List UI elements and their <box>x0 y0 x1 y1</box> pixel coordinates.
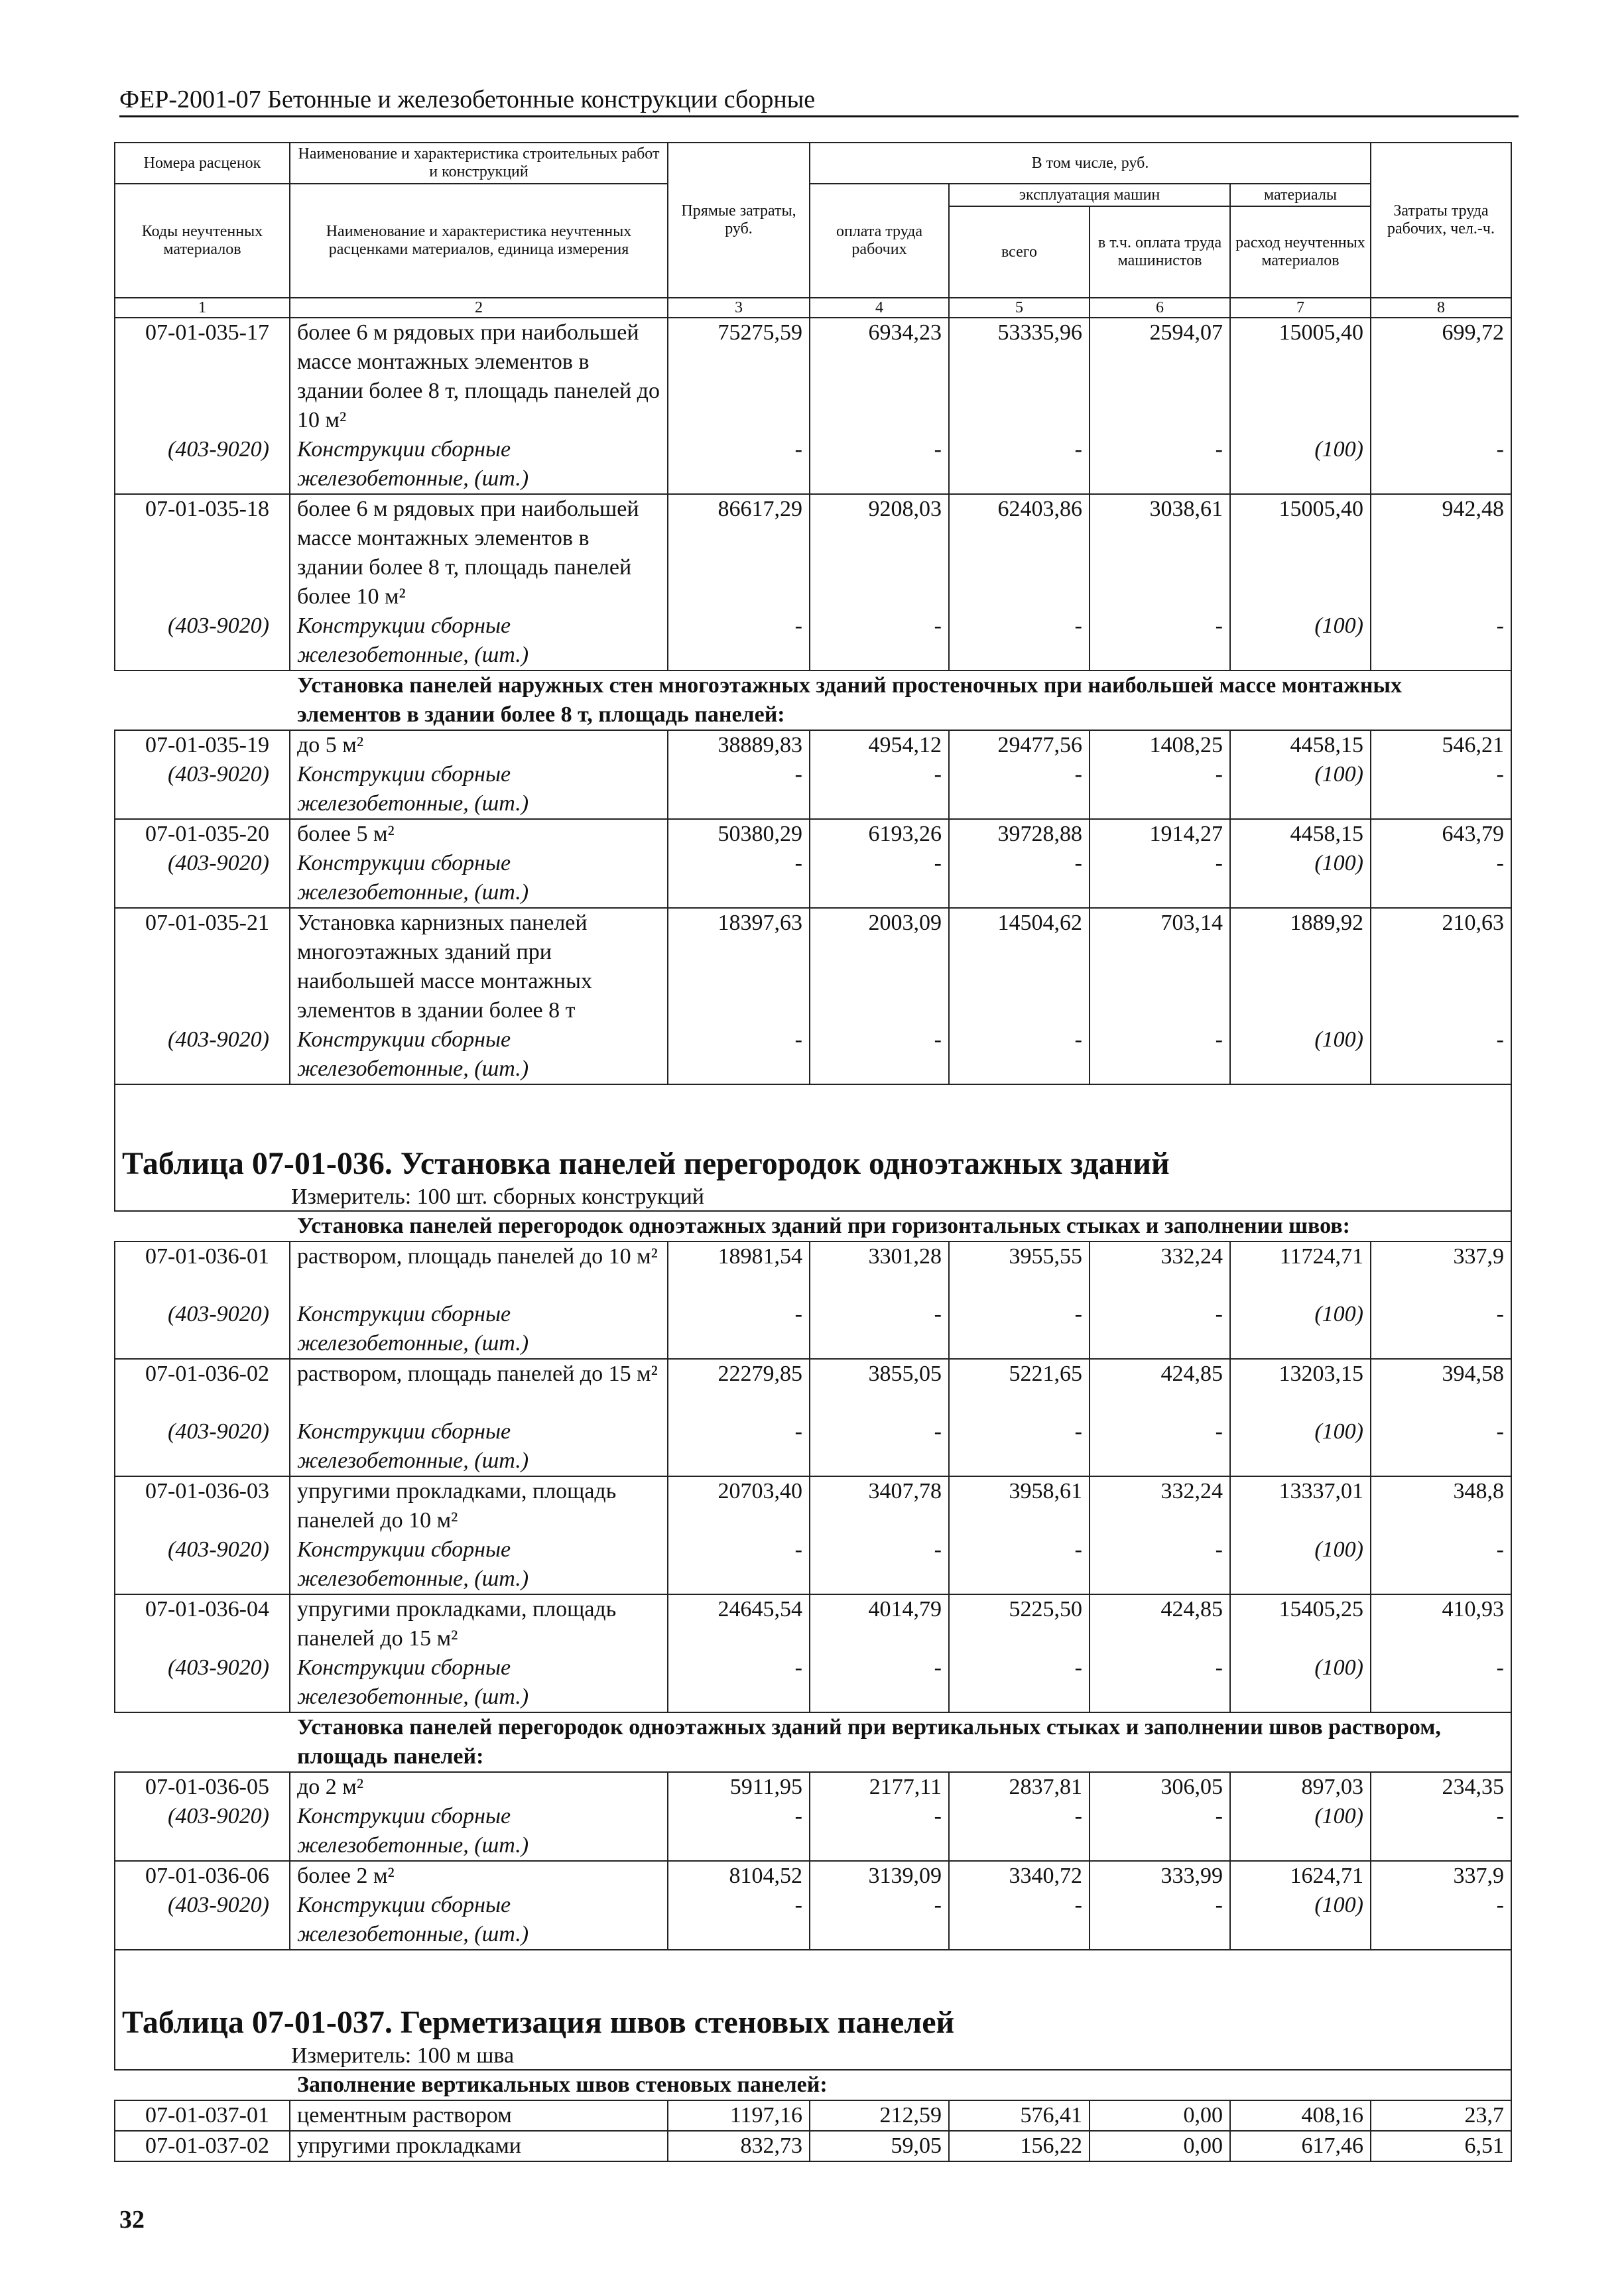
value-cell <box>1230 730 1371 819</box>
header-col2-bottom: Наименование и характеристика неучтенных расценками материалов, единица измерения <box>290 184 668 298</box>
material-value: - <box>1090 435 1230 494</box>
section-row <box>115 1211 1511 1242</box>
material-value: - <box>1371 611 1511 670</box>
price-table <box>114 142 1512 2180</box>
rate-code-main: 07-01-036-05 <box>145 1775 269 1799</box>
rate-code: 07-01-036-03 <box>115 1476 290 1535</box>
material-code: (403-9020) <box>115 611 290 670</box>
value-cell-material: - <box>1215 1804 1223 1828</box>
material-name: Конструкции сборные железобетонные, (шт.) <box>290 435 668 494</box>
work-description <box>290 1772 668 1861</box>
table-row-compact <box>115 1772 1511 1861</box>
rate-code <box>115 1861 290 1950</box>
value-cell: 2594,07 <box>1090 318 1230 435</box>
material-value: (100) <box>1230 611 1371 670</box>
value-cell-material: - <box>934 762 942 787</box>
header-row-1 <box>115 143 1511 184</box>
value-cell: 59,05 <box>810 2131 949 2161</box>
value-cell-material: (100) <box>1314 1893 1363 1917</box>
work-description-main: более 5 м² <box>297 822 395 846</box>
header-col1-bottom: Коды неучтенных материалов <box>115 184 290 298</box>
rate-code: 07-01-036-01 <box>115 1242 290 1300</box>
material-row <box>115 611 1511 670</box>
column-number: 3 <box>668 298 810 318</box>
section-heading: Заполнение вертикальных швов стеновых панелей: <box>290 2070 1511 2100</box>
value-cell <box>1230 1861 1371 1950</box>
material-code: (403-9020) <box>115 435 290 494</box>
value-cell-material: (100) <box>1314 1804 1363 1828</box>
material-code: (403-9020) <box>115 1300 290 1359</box>
column-number: 4 <box>810 298 949 318</box>
value-cell-main: 1914,27 <box>1149 822 1223 846</box>
value-cell-material: (100) <box>1314 762 1363 787</box>
rate-code-material: (403-9020) <box>168 1804 269 1828</box>
spacer-row <box>115 2161 1511 2180</box>
material-row <box>115 1535 1511 1594</box>
value-cell: 62403,86 <box>949 494 1090 611</box>
value-cell: 703,14 <box>1090 908 1230 1025</box>
table-row <box>115 1242 1511 1300</box>
section-heading: Установка панелей перегородок одноэтажных зданий при вертикальных стыках и заполнении швов раствором, площадь панелей: <box>290 1712 1511 1772</box>
section-heading: Установка панелей наружных стен многоэтажных зданий простеночных при наибольшей массе монтажных элементов в здании более 8 т, площадь панелей: <box>290 670 1511 730</box>
table-row-simple <box>115 2100 1511 2131</box>
table-row-compact <box>115 730 1511 819</box>
value-cell: 0,00 <box>1090 2131 1230 2161</box>
material-value: (100) <box>1230 1535 1371 1594</box>
value-cell <box>668 1861 810 1950</box>
value-cell <box>810 730 949 819</box>
material-value: - <box>949 1653 1090 1712</box>
value-cell-material: - <box>794 762 802 787</box>
material-row <box>115 1025 1511 1084</box>
value-cell: 15005,40 <box>1230 494 1371 611</box>
value-cell-material: - <box>1215 762 1223 787</box>
material-code: (403-9020) <box>115 1653 290 1712</box>
material-value: - <box>810 1025 949 1084</box>
value-cell-main: 1408,25 <box>1149 733 1223 757</box>
material-value: - <box>668 1300 810 1359</box>
material-value: - <box>668 1535 810 1594</box>
work-description-main: до 2 м² <box>297 1775 364 1799</box>
work-description <box>290 730 668 819</box>
value-cell: 332,24 <box>1090 1242 1230 1300</box>
value-cell-material: - <box>794 1804 802 1828</box>
value-cell: 23,7 <box>1371 2100 1511 2131</box>
table-row <box>115 494 1511 611</box>
value-cell-main: 234,35 <box>1442 1775 1504 1799</box>
rate-code: 07-01-037-02 <box>115 2131 290 2161</box>
rate-code <box>115 819 290 908</box>
material-name: Конструкции сборные железобетонные, (шт.) <box>290 611 668 670</box>
value-cell-material: - <box>794 1893 802 1917</box>
material-name: Конструкции сборные железобетонные, (шт.) <box>290 1025 668 1084</box>
table-row <box>115 1359 1511 1417</box>
work-description: более 6 м рядовых при наибольшей массе монтажных элементов в здании более 8 т, площадь панелей до 10 м² <box>290 318 668 435</box>
value-cell: 3958,61 <box>949 1476 1090 1535</box>
value-cell-main: 897,03 <box>1301 1775 1363 1799</box>
value-cell-main: 4954,12 <box>868 733 942 757</box>
section-row <box>115 670 1511 730</box>
work-description <box>290 1861 668 1950</box>
value-cell: 6,51 <box>1371 2131 1511 2161</box>
table-title: Таблица 07-01-036. Установка панелей перегородок одноэтажных зданий <box>115 1137 1511 1184</box>
column-number: 8 <box>1371 298 1511 318</box>
rate-code: 07-01-036-04 <box>115 1594 290 1653</box>
value-cell: 408,16 <box>1230 2100 1371 2131</box>
header-materials: материалы <box>1230 184 1371 206</box>
material-row <box>115 1653 1511 1712</box>
value-cell-material: - <box>1074 762 1082 787</box>
value-cell <box>949 730 1090 819</box>
value-cell: 156,22 <box>949 2131 1090 2161</box>
value-cell: 212,59 <box>810 2100 949 2131</box>
value-cell: 6934,23 <box>810 318 949 435</box>
value-cell-main: 8104,52 <box>729 1864 802 1888</box>
table-row <box>115 318 1511 435</box>
table-row <box>115 1476 1511 1535</box>
material-value: (100) <box>1230 1025 1371 1084</box>
work-description-main: до 5 м² <box>297 733 364 757</box>
value-cell: 75275,59 <box>668 318 810 435</box>
value-cell-main: 4458,15 <box>1290 822 1363 846</box>
material-row <box>115 435 1511 494</box>
value-cell <box>1230 819 1371 908</box>
value-cell <box>668 819 810 908</box>
material-value: - <box>1090 1535 1230 1594</box>
material-value: - <box>668 611 810 670</box>
header-col2-top: Наименование и характеристика строительных работ и конструкций <box>290 143 668 184</box>
material-value: - <box>1090 1417 1230 1476</box>
value-cell: 86617,29 <box>668 494 810 611</box>
table-row <box>115 1594 1511 1653</box>
header-group: В том числе, руб. <box>810 143 1371 184</box>
material-value: - <box>810 1417 949 1476</box>
value-cell: 337,9 <box>1371 1242 1511 1300</box>
value-cell-material: - <box>1496 851 1504 875</box>
value-cell <box>668 1772 810 1861</box>
value-cell: 13203,15 <box>1230 1359 1371 1417</box>
table-title-row <box>115 1137 1511 1184</box>
work-description: цементным раствором <box>290 2100 668 2131</box>
material-name: Конструкции сборные железобетонные, (шт.) <box>290 1535 668 1594</box>
work-description: раствором, площадь панелей до 10 м² <box>290 1242 668 1300</box>
table-row-simple <box>115 2131 1511 2161</box>
value-cell: 18397,63 <box>668 908 810 1025</box>
value-cell-material: - <box>934 851 942 875</box>
work-description: раствором, площадь панелей до 15 м² <box>290 1359 668 1417</box>
rate-code-material: (403-9020) <box>168 1893 269 1917</box>
value-cell: 942,48 <box>1371 494 1511 611</box>
section-row <box>115 2070 1511 2100</box>
value-cell <box>1090 819 1230 908</box>
material-value: - <box>949 435 1090 494</box>
work-description <box>290 819 668 908</box>
value-cell: 1889,92 <box>1230 908 1371 1025</box>
rate-code <box>115 1772 290 1861</box>
work-description-material: Конструкции сборные железобетонные, (шт.) <box>297 762 529 816</box>
column-number-row <box>115 298 1511 318</box>
column-number: 6 <box>1090 298 1230 318</box>
material-value: - <box>810 435 949 494</box>
rate-code: 07-01-035-21 <box>115 908 290 1025</box>
value-cell: 22279,85 <box>668 1359 810 1417</box>
column-number: 5 <box>949 298 1090 318</box>
value-cell: 617,46 <box>1230 2131 1371 2161</box>
value-cell <box>810 1772 949 1861</box>
meter-row <box>115 1184 1511 1211</box>
work-description-material: Конструкции сборные железобетонные, (шт.) <box>297 1804 529 1858</box>
value-cell: 424,85 <box>1090 1594 1230 1653</box>
material-value: - <box>1090 1025 1230 1084</box>
value-cell: 13337,01 <box>1230 1476 1371 1535</box>
column-number: 7 <box>1230 298 1371 318</box>
material-value: - <box>668 1653 810 1712</box>
spacer-row <box>115 1084 1511 1137</box>
material-value: - <box>1090 1300 1230 1359</box>
value-cell-main: 6193,26 <box>868 822 942 846</box>
value-cell-main: 2837,81 <box>1009 1775 1082 1799</box>
material-name: Конструкции сборные железобетонные, (шт.) <box>290 1417 668 1476</box>
table-row-compact <box>115 819 1511 908</box>
work-description: более 6 м рядовых при наибольшей массе монтажных элементов в здании более 8 т, площадь панелей более 10 м² <box>290 494 668 611</box>
value-cell <box>668 730 810 819</box>
table-title: Таблица 07-01-037. Герметизация швов стеновых панелей <box>115 1996 1511 2043</box>
meter-text: Измеритель: 100 м шва <box>115 2043 1511 2070</box>
value-cell: 3855,05 <box>810 1359 949 1417</box>
value-cell: 15005,40 <box>1230 318 1371 435</box>
value-cell <box>949 1772 1090 1861</box>
work-description-material: Конструкции сборные железобетонные, (шт.) <box>297 1893 529 1946</box>
value-cell-main: 39728,88 <box>997 822 1082 846</box>
value-cell: 11724,71 <box>1230 1242 1371 1300</box>
value-cell: 410,93 <box>1371 1594 1511 1653</box>
value-cell-material: - <box>1074 1804 1082 1828</box>
value-cell-main: 1624,71 <box>1290 1864 1363 1888</box>
rate-code: 07-01-035-18 <box>115 494 290 611</box>
value-cell: 3955,55 <box>949 1242 1090 1300</box>
value-cell: 3301,28 <box>810 1242 949 1300</box>
header-machines: эксплуатация машин <box>949 184 1230 206</box>
material-name: Конструкции сборные железобетонные, (шт.) <box>290 1653 668 1712</box>
material-value: - <box>1371 1535 1511 1594</box>
value-cell-main: 546,21 <box>1442 733 1504 757</box>
value-cell: 14504,62 <box>949 908 1090 1025</box>
rate-code: 07-01-035-17 <box>115 318 290 435</box>
value-cell <box>1371 730 1511 819</box>
value-cell: 18981,54 <box>668 1242 810 1300</box>
material-value: - <box>1371 1653 1511 1712</box>
table-row-compact <box>115 1861 1511 1950</box>
material-value: (100) <box>1230 1653 1371 1712</box>
value-cell <box>949 819 1090 908</box>
material-value: - <box>810 1535 949 1594</box>
value-cell <box>1371 1772 1511 1861</box>
value-cell: 832,73 <box>668 2131 810 2161</box>
material-value: - <box>949 1300 1090 1359</box>
header-col3: Прямые затраты, руб. <box>668 143 810 298</box>
material-code: (403-9020) <box>115 1535 290 1594</box>
section-heading: Установка панелей перегородок одноэтажных зданий при горизонтальных стыках и заполнении швов: <box>290 1211 1511 1242</box>
rate-code-main: 07-01-035-20 <box>145 822 269 846</box>
table-row <box>115 908 1511 1025</box>
header-col4: оплата труда рабочих <box>810 184 949 298</box>
meter-text: Измеритель: 100 шт. сборных конструкций <box>115 1184 1511 1211</box>
value-cell-material: - <box>1496 1804 1504 1828</box>
material-name: Конструкции сборные железобетонные, (шт.) <box>290 1300 668 1359</box>
value-cell: 9208,03 <box>810 494 949 611</box>
value-cell: 699,72 <box>1371 318 1511 435</box>
material-row <box>115 1417 1511 1476</box>
value-cell: 394,58 <box>1371 1359 1511 1417</box>
value-cell: 20703,40 <box>668 1476 810 1535</box>
value-cell: 2003,09 <box>810 908 949 1025</box>
material-value: - <box>1371 1300 1511 1359</box>
rate-code-main: 07-01-036-06 <box>145 1864 269 1888</box>
running-head: ФЕР-2001-07 Бетонные и железобетонные конструкции сборные <box>119 85 1519 117</box>
value-cell-material: - <box>934 1893 942 1917</box>
header-row-2 <box>115 184 1511 206</box>
value-cell-main: 306,05 <box>1160 1775 1223 1799</box>
value-cell: 4014,79 <box>810 1594 949 1653</box>
value-cell <box>810 1861 949 1950</box>
value-cell-main: 29477,56 <box>997 733 1082 757</box>
value-cell-material: - <box>1074 851 1082 875</box>
value-cell-main: 3139,09 <box>868 1864 942 1888</box>
value-cell: 24645,54 <box>668 1594 810 1653</box>
header-col7: расход неучтенных материалов <box>1230 206 1371 298</box>
column-number: 1 <box>115 298 290 318</box>
material-value: - <box>949 1417 1090 1476</box>
material-value: - <box>668 435 810 494</box>
value-cell: 3407,78 <box>810 1476 949 1535</box>
value-cell-material: - <box>794 851 802 875</box>
rate-code-material: (403-9020) <box>168 762 269 787</box>
value-cell <box>810 819 949 908</box>
spacer-row <box>115 1950 1511 1996</box>
value-cell-main: 38889,83 <box>718 733 802 757</box>
value-cell: 348,8 <box>1371 1476 1511 1535</box>
value-cell <box>1371 1861 1511 1950</box>
value-cell <box>1371 819 1511 908</box>
value-cell: 3038,61 <box>1090 494 1230 611</box>
material-value: - <box>949 1025 1090 1084</box>
header-col6: в т.ч. оплата труда машинистов <box>1090 206 1230 298</box>
value-cell: 53335,96 <box>949 318 1090 435</box>
rate-code: 07-01-037-01 <box>115 2100 290 2131</box>
value-cell-main: 643,79 <box>1442 822 1504 846</box>
value-cell-main: 337,9 <box>1453 1864 1504 1888</box>
header-col1-top: Номера расценок <box>115 143 290 184</box>
value-cell <box>949 1861 1090 1950</box>
rate-code-main: 07-01-035-19 <box>145 733 269 757</box>
work-description: упругими прокладками, площадь панелей до 15 м² <box>290 1594 668 1653</box>
value-cell-material: - <box>1496 1893 1504 1917</box>
value-cell: 0,00 <box>1090 2100 1230 2131</box>
work-description-main: более 2 м² <box>297 1864 395 1888</box>
rate-code <box>115 730 290 819</box>
value-cell <box>1090 1772 1230 1861</box>
work-description-material: Конструкции сборные железобетонные, (шт.) <box>297 851 529 905</box>
value-cell <box>1090 730 1230 819</box>
material-code: (403-9020) <box>115 1417 290 1476</box>
work-description: упругими прокладками <box>290 2131 668 2161</box>
material-value: - <box>668 1025 810 1084</box>
material-row <box>115 1300 1511 1359</box>
material-value: - <box>810 1653 949 1712</box>
value-cell: 5221,65 <box>949 1359 1090 1417</box>
value-cell-main: 333,99 <box>1160 1864 1223 1888</box>
material-value: - <box>949 611 1090 670</box>
value-cell-material: - <box>1215 851 1223 875</box>
page-number: 32 <box>119 2206 145 2234</box>
header-col8: Затраты труда рабочих, чел.-ч. <box>1371 143 1511 298</box>
material-value: (100) <box>1230 1417 1371 1476</box>
material-value: - <box>668 1417 810 1476</box>
value-cell: 576,41 <box>949 2100 1090 2131</box>
column-number: 2 <box>290 298 668 318</box>
material-value: - <box>1090 611 1230 670</box>
rate-code: 07-01-036-02 <box>115 1359 290 1417</box>
table-title-row <box>115 1996 1511 2043</box>
header-col5: всего <box>949 206 1090 298</box>
value-cell-main: 2177,11 <box>869 1775 942 1799</box>
value-cell-material: - <box>1215 1893 1223 1917</box>
value-cell-main: 5911,95 <box>729 1775 802 1799</box>
material-value: (100) <box>1230 1300 1371 1359</box>
value-cell-material: - <box>1496 762 1504 787</box>
material-value: - <box>949 1535 1090 1594</box>
meter-row <box>115 2043 1511 2070</box>
section-row <box>115 1712 1511 1772</box>
material-value: - <box>810 611 949 670</box>
value-cell <box>1230 1772 1371 1861</box>
value-cell: 5225,50 <box>949 1594 1090 1653</box>
material-value: - <box>810 1300 949 1359</box>
value-cell-material: - <box>1074 1893 1082 1917</box>
value-cell-main: 3340,72 <box>1009 1864 1082 1888</box>
material-value: (100) <box>1230 435 1371 494</box>
value-cell: 15405,25 <box>1230 1594 1371 1653</box>
value-cell-material: (100) <box>1314 851 1363 875</box>
material-value: - <box>1371 435 1511 494</box>
value-cell-main: 50380,29 <box>718 822 802 846</box>
work-description: упругими прокладками, площадь панелей до 10 м² <box>290 1476 668 1535</box>
material-value: - <box>1371 1025 1511 1084</box>
material-value: - <box>1371 1417 1511 1476</box>
value-cell: 424,85 <box>1090 1359 1230 1417</box>
material-value: - <box>1090 1653 1230 1712</box>
value-cell <box>1090 1861 1230 1950</box>
rate-code-material: (403-9020) <box>168 851 269 875</box>
work-description: Установка карнизных панелей многоэтажных зданий при наибольшей массе монтажных элементов в здании более 8 т <box>290 908 668 1025</box>
value-cell: 210,63 <box>1371 908 1511 1025</box>
value-cell: 332,24 <box>1090 1476 1230 1535</box>
value-cell-material: - <box>934 1804 942 1828</box>
value-cell-main: 4458,15 <box>1290 733 1363 757</box>
value-cell: 1197,16 <box>668 2100 810 2131</box>
material-code: (403-9020) <box>115 1025 290 1084</box>
